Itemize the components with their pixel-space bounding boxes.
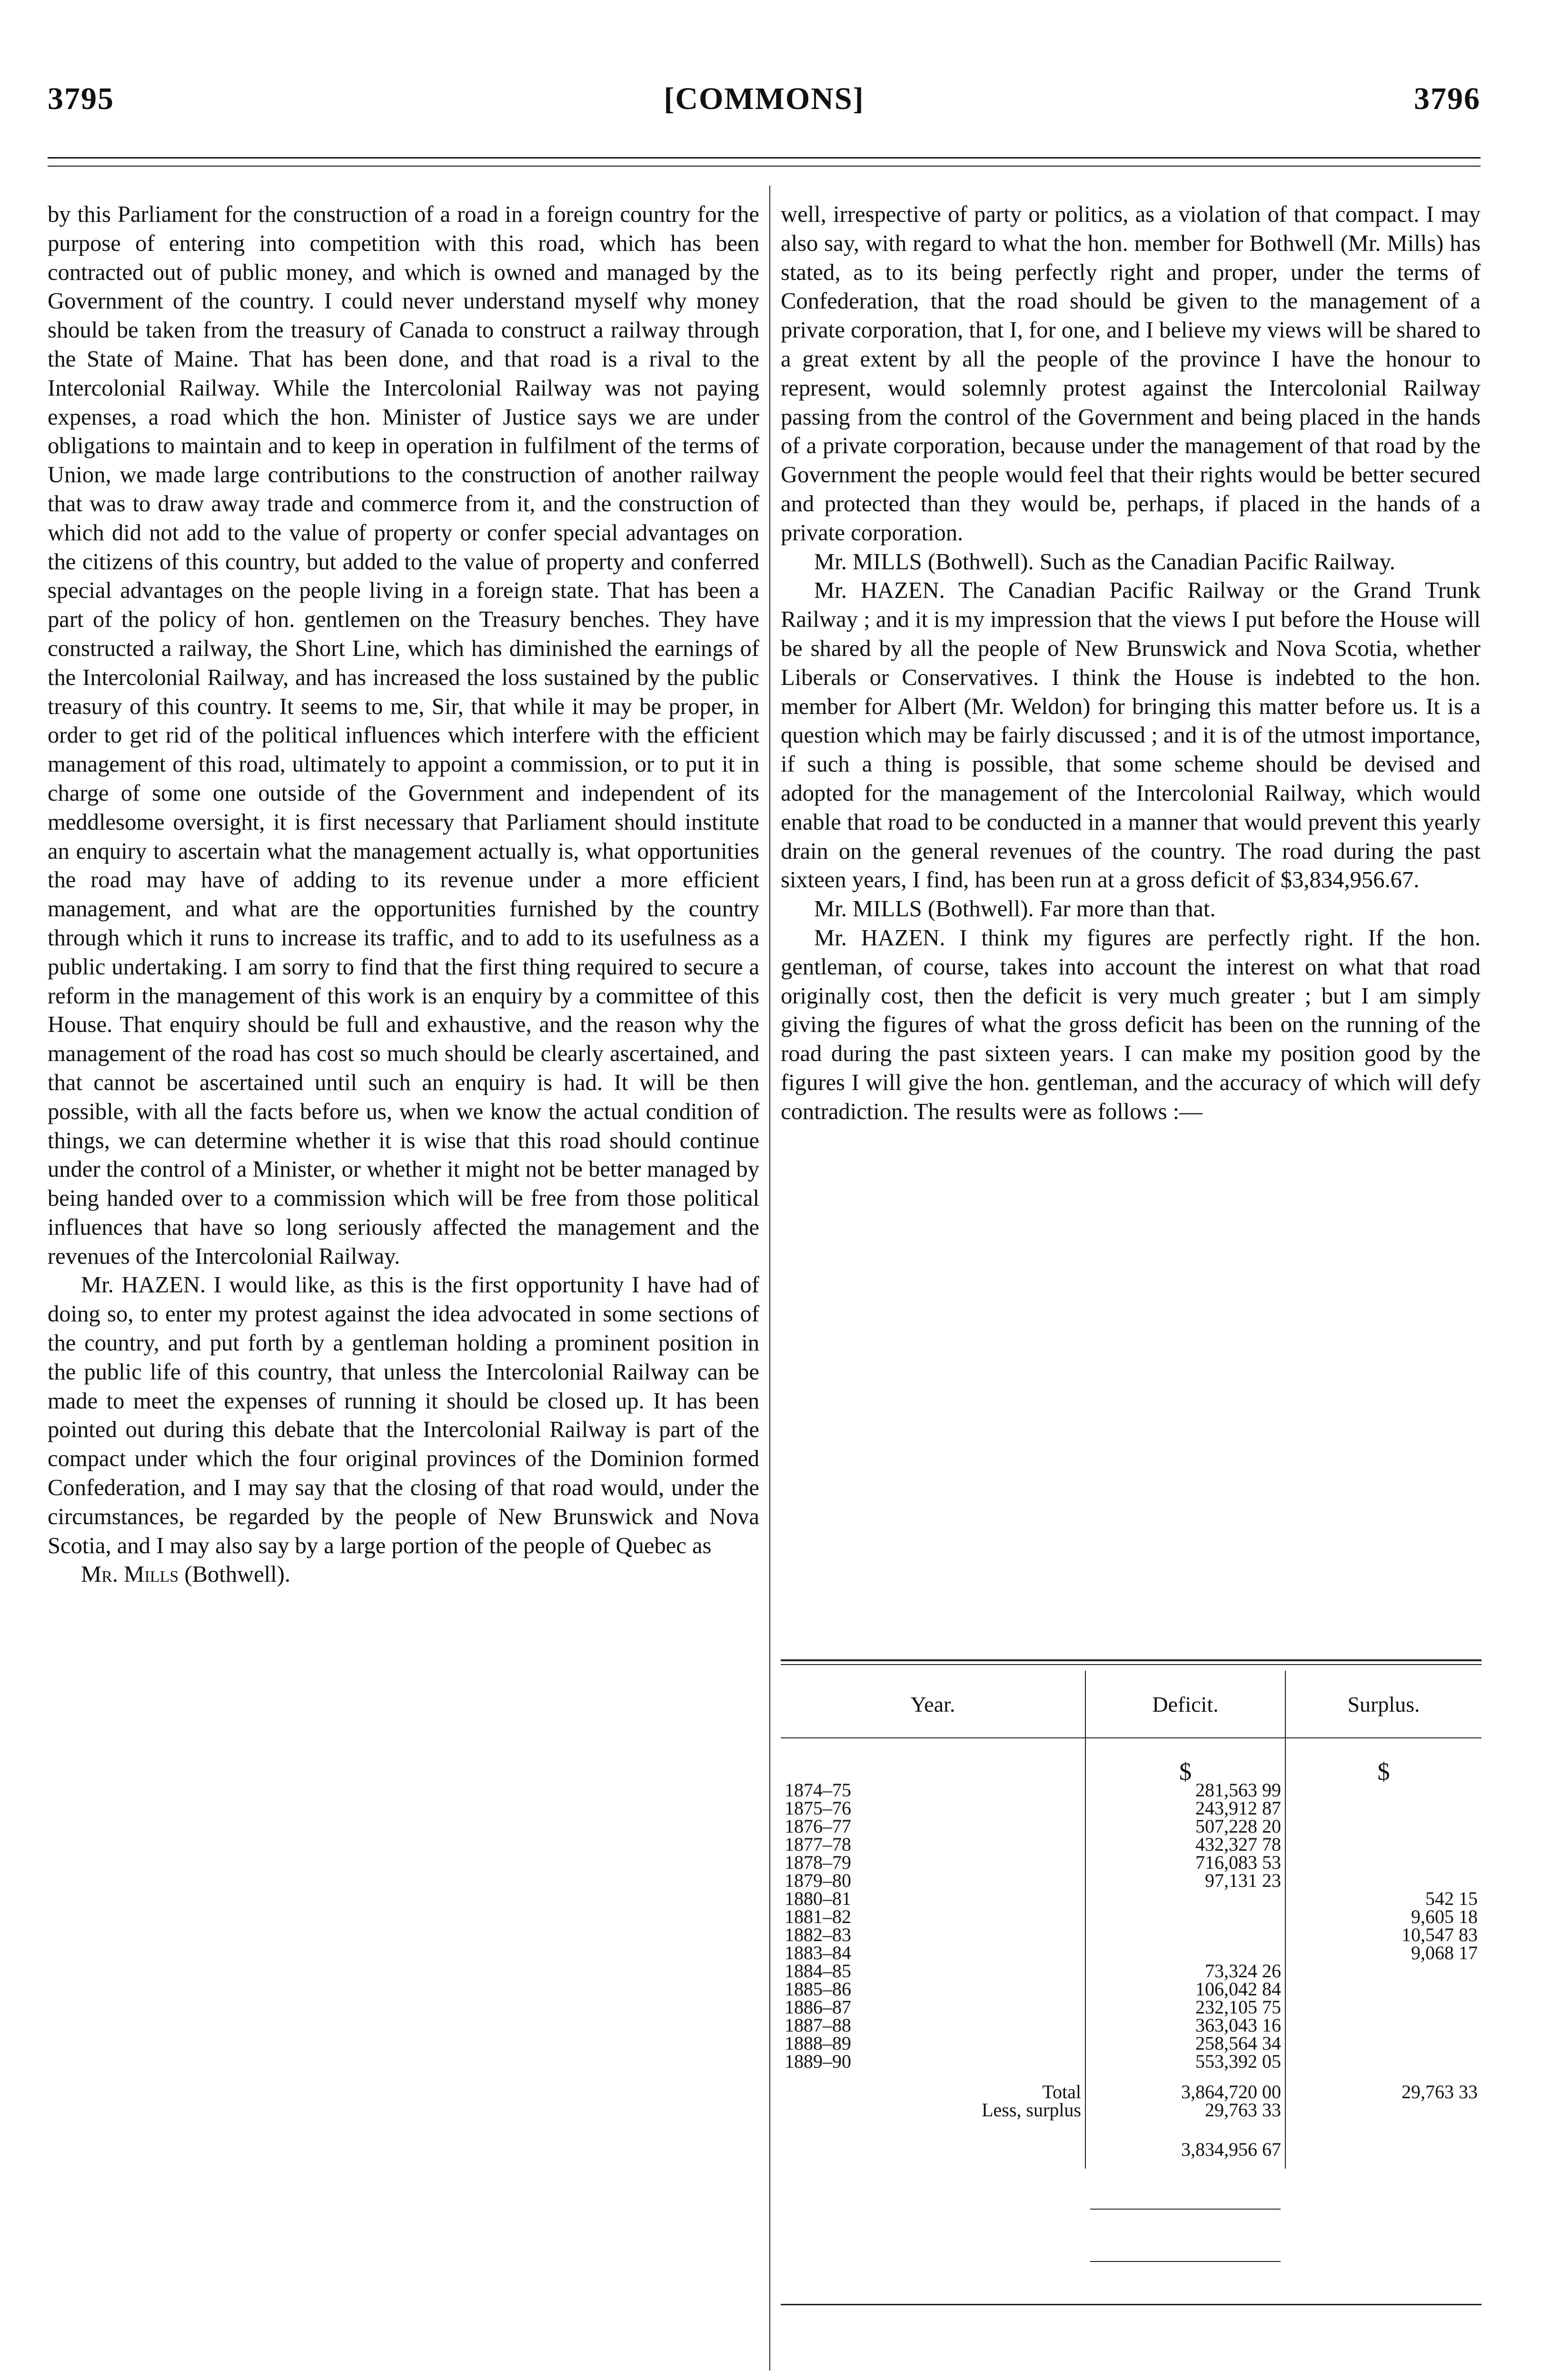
- unit-surplus: $: [1377, 1758, 1390, 1785]
- speech-hazen: [781, 923, 1481, 1126]
- row-surplus: [1285, 2016, 1481, 2034]
- row-deficit: 432,327 78: [1085, 1835, 1285, 1854]
- row-year: 1874–75: [781, 1781, 1085, 1799]
- row-year: 1884–85: [781, 1962, 1085, 1980]
- unit-deficit: $: [1085, 1738, 1285, 1781]
- row-surplus: 9,068 17: [1411, 1942, 1478, 1964]
- table-row: [781, 1799, 1481, 1817]
- row-deficit: [1085, 1944, 1285, 1962]
- row-year: 1886–87: [781, 1998, 1085, 2016]
- speech-text: (Bothwell). Such as the Canadian Pacific Railway.: [922, 548, 1395, 575]
- paragraph: well, irrespective of party or politics, as a violation of that compact. I may also say, with regard to what the hon. member for Bothwell (Mr. Mills) has stated, as to its being perfectly right and proper, under the terms of Confederation, that the road should be given to the management of a private corporation, that I, for one, and I believe my views will be shared to a great extent by all the people of the province I have the honour to represent, would solemnly protest against the Intercolonial Railway passing from the control of the Government and being placed in the hands of a private corporation, because under the management of that road by the Government the people would feel that their rights would be better secured and protected than they would be, perhaps, if placed in the hands of a private corporation.: [781, 201, 1481, 545]
- table-row: [781, 1998, 1481, 2016]
- table-row: [781, 2053, 1481, 2071]
- column-divider: [769, 186, 770, 2370]
- row-year: 1882–83: [781, 1926, 1085, 1944]
- row-surplus: [1285, 1962, 1481, 1980]
- total-surplus: 29,763 33: [1402, 2081, 1478, 2102]
- row-deficit: [1085, 1926, 1285, 1944]
- row-deficit: 106,042 84: [1085, 1980, 1285, 1998]
- row-deficit: 97,131 23: [1085, 1872, 1285, 1890]
- row-surplus: [1285, 2053, 1481, 2071]
- speech-text: I think my figures are perfectly right. If the hon. gentleman, of course, takes into account the interest on what that road originally cost, then the deficit is very much greater ; but I am simply giving the figures of what the gross deficit has been on the running of the road during the past sixteen years. I can make my position good by the figures I will give the hon. gentleman, and the accuracy of which will defy contradiction. The results were as follows :—: [781, 924, 1481, 1124]
- row-year: 1887–88: [781, 2016, 1085, 2034]
- table-rule-top: [781, 1659, 1481, 1661]
- header-rule-top: [48, 157, 1481, 159]
- table-row: [781, 2034, 1481, 2053]
- table-row: [781, 1890, 1481, 1908]
- row-deficit: 281,563 99: [1085, 1781, 1285, 1799]
- sum-rule: [1090, 2209, 1281, 2210]
- row-surplus: [1285, 1854, 1481, 1872]
- row-year: 1875–76: [781, 1799, 1085, 1817]
- row-deficit: [1085, 1908, 1285, 1926]
- table-row: [781, 1926, 1481, 1944]
- row-year: 1878–79: [781, 1854, 1085, 1872]
- page-number-right: 3796: [1414, 81, 1481, 116]
- unit-row: [781, 1738, 1481, 1781]
- header-year: Year.: [781, 1671, 1085, 1738]
- left-column: [48, 200, 759, 1589]
- table-row: [781, 1980, 1481, 1998]
- row-surplus: [1285, 1980, 1481, 1998]
- header-rule-bottom: [48, 166, 1481, 167]
- total-label: Total: [781, 2071, 1085, 2101]
- deficit-surplus-table: [781, 1671, 1481, 2169]
- row-surplus: 10,547 83: [1402, 1924, 1478, 1945]
- row-year: 1888–89: [781, 2034, 1085, 2053]
- row-year: 1879–80: [781, 1872, 1085, 1890]
- table-row: [781, 2016, 1481, 2034]
- speaker-name: Mr. Mills: [81, 1561, 179, 1587]
- net-deficit: 3,834,956 67: [1085, 2119, 1285, 2169]
- less-value: 29,763 33: [1085, 2101, 1285, 2119]
- header-deficit: Deficit.: [1085, 1671, 1285, 1738]
- table-row: [781, 1854, 1481, 1872]
- total-row: [781, 2071, 1481, 2101]
- row-year: 1881–82: [781, 1908, 1085, 1926]
- row-deficit: 716,083 53: [1085, 1854, 1285, 1872]
- speech-text: (Bothwell). Far more than that.: [922, 896, 1216, 922]
- page-header: [48, 81, 1481, 133]
- speech-text: The Canadian Pacific Railway or the Grand Trunk Railway ; and it is my impression that the views I put before the House will be shared by all the people of New Brunswick and Nova Scotia, whether Liberals or Conservatives. I think the House is indebted to the hon. member for Albert (Mr. Weldon) for bringing this matter before us. It is a question which may be fairly discussed ; and it is of the utmost importance, if such a thing is possible, that some scheme should be devised and adopted for the management of the Intercolonial Railway, which would enable that road to be conducted in a manner that would prevent this yearly drain on the general revenues of the country. The road during the past sixteen years, I find, has been run at a gross deficit of $3,834,956.67.: [781, 577, 1481, 893]
- speaker-name: Mr. MILLS: [814, 896, 922, 922]
- table-row: [781, 1962, 1481, 1980]
- row-year: 1880–81: [781, 1890, 1085, 1908]
- speech-hazen: [48, 1270, 759, 1560]
- speaker-name: Mr. HAZEN.: [814, 577, 945, 604]
- table-row: [781, 1781, 1481, 1799]
- row-surplus: [1285, 1817, 1481, 1835]
- right-column: [781, 200, 1481, 1126]
- row-deficit: [1085, 1890, 1285, 1908]
- paragraph: by this Parliament for the construction of a road in a foreign country for the purpose of entering into competition with this road, which has been contracted out of public money, and which is owned and managed by the Government of the country. I could never understand myself why money should be taken from the treasury of Canada to construct a railway through the State of Maine. That has been done, and that road is a rival to the Intercolonial Railway. While the Intercolonial Railway was not paying expenses, a road which the hon. Minister of Justice says we are under obligations to maintain and to keep in operation in fulfilment of the terms of Union, we made large contributions to the construction of another railway that was to draw away trade and commerce from it, and the construction of which did not add to the value of property or confer special advantages on the citizens of this country, but added to the value of property and conferred special advantages on the people living in a foreign state. That has been a part of the policy of hon. gentlemen on the Treasury benches. They have constructed a railway, the Short Line, which has diminished the earnings of the Intercolonial Railway, and has increased the loss sustained by the public treasury of this country. It seems to me, Sir, that while it may be proper, in order to get rid of the political influences which interfere with the efficient management of this road, ultimately to appoint a commission, or to put it in charge of some one outside of the Government and independent of its meddlesome oversight, it is first necessary that Parliament should institute an enquiry to ascertain what the management actually is, what opportunities the road may have of adding to its revenue under a more efficient management, and what are the opportunities furnished by the country through which it runs to increase its traffic, and to add to its usefulness as a public undertaking. I am sorry to find that the first thing required to secure a reform in the management of this work is an enquiry by a committee of this House. That enquiry should be full and exhaustive, and the reason why the management of the road has cost so much should be clearly ascertained, and that cannot be ascertained until such an enquiry is had. It will be then possible, with all the facts before us, when we know the actual condition of things, we can determine whether it is wise that this road should continue under the control of a Minister, or whether it might not be better managed by being handed over to a commission which will be free from those political influences that have so long seriously affected the management and the revenues of the Intercolonial Railway.: [48, 201, 759, 1269]
- speech-mills-interjection: [48, 1560, 759, 1589]
- row-surplus: [1285, 1799, 1481, 1817]
- table-header-row: [781, 1671, 1481, 1738]
- row-deficit: 553,392 05: [1085, 2053, 1285, 2071]
- row-surplus: 9,605 18: [1411, 1906, 1478, 1927]
- table-row: [781, 1872, 1481, 1890]
- row-year: 1876–77: [781, 1817, 1085, 1835]
- page-number-left: 3795: [48, 81, 114, 116]
- row-surplus: [1285, 2034, 1481, 2053]
- speech-text: I would like, as this is the first opportunity I have had of doing so, to enter my protest against the idea advocated in some sections of the country, and put forth by a gentleman holding a prominent position in the public life of this country, that unless the Intercolonial Railway can be made to meet the expenses of running it should be closed up. It has been pointed out during this debate that the Intercolonial Railway is part of the compact under which the four original provinces of the Dominion formed Confederation, and I may say that the closing of that road would, under the circumstances, be regarded by the people of New Brunswick and Nova Scotia, and I may also say by a large portion of the people of Quebec as: [48, 1272, 759, 1558]
- row-surplus: [1285, 1835, 1481, 1854]
- header-surplus: Surplus.: [1347, 1692, 1420, 1716]
- total-deficit: 3,864,720 00: [1085, 2071, 1285, 2101]
- row-year: 1885–86: [781, 1980, 1085, 1998]
- table-row: [781, 1944, 1481, 1962]
- net-rule: [1090, 2261, 1281, 2262]
- table-rule-bottom: [781, 2304, 1481, 2305]
- row-year: 1883–84: [781, 1944, 1085, 1962]
- speech-text: (Bothwell).: [179, 1561, 291, 1587]
- net-deficit-row: [781, 2119, 1481, 2169]
- less-label: Less, surplus: [781, 2101, 1085, 2119]
- row-deficit: 232,105 75: [1085, 1998, 1285, 2016]
- row-year: 1877–78: [781, 1835, 1085, 1854]
- row-year: 1889–90: [781, 2053, 1085, 2071]
- speaker-name: Mr. HAZEN.: [81, 1272, 206, 1298]
- row-surplus: [1285, 1998, 1481, 2016]
- speech-mills: [781, 547, 1481, 576]
- row-deficit: 258,564 34: [1085, 2034, 1285, 2053]
- row-surplus: 542 15: [1425, 1888, 1478, 1909]
- row-deficit: 363,043 16: [1085, 2016, 1285, 2034]
- section-title: [COMMONS]: [664, 81, 865, 116]
- speech-mills: [781, 894, 1481, 923]
- table-rule-top-thin: [781, 1664, 1481, 1665]
- speaker-name: Mr. MILLS: [814, 548, 922, 575]
- table-row: [781, 1817, 1481, 1835]
- row-deficit: 73,324 26: [1085, 1962, 1285, 1980]
- row-deficit: 243,912 87: [1085, 1799, 1285, 1817]
- table-row: [781, 1835, 1481, 1854]
- row-deficit: 507,228 20: [1085, 1817, 1285, 1835]
- speaker-name: Mr. HAZEN.: [814, 924, 945, 951]
- row-surplus: [1285, 1872, 1481, 1890]
- speech-hazen: [781, 576, 1481, 894]
- table-row: [781, 1908, 1481, 1926]
- less-surplus-row: [781, 2101, 1481, 2119]
